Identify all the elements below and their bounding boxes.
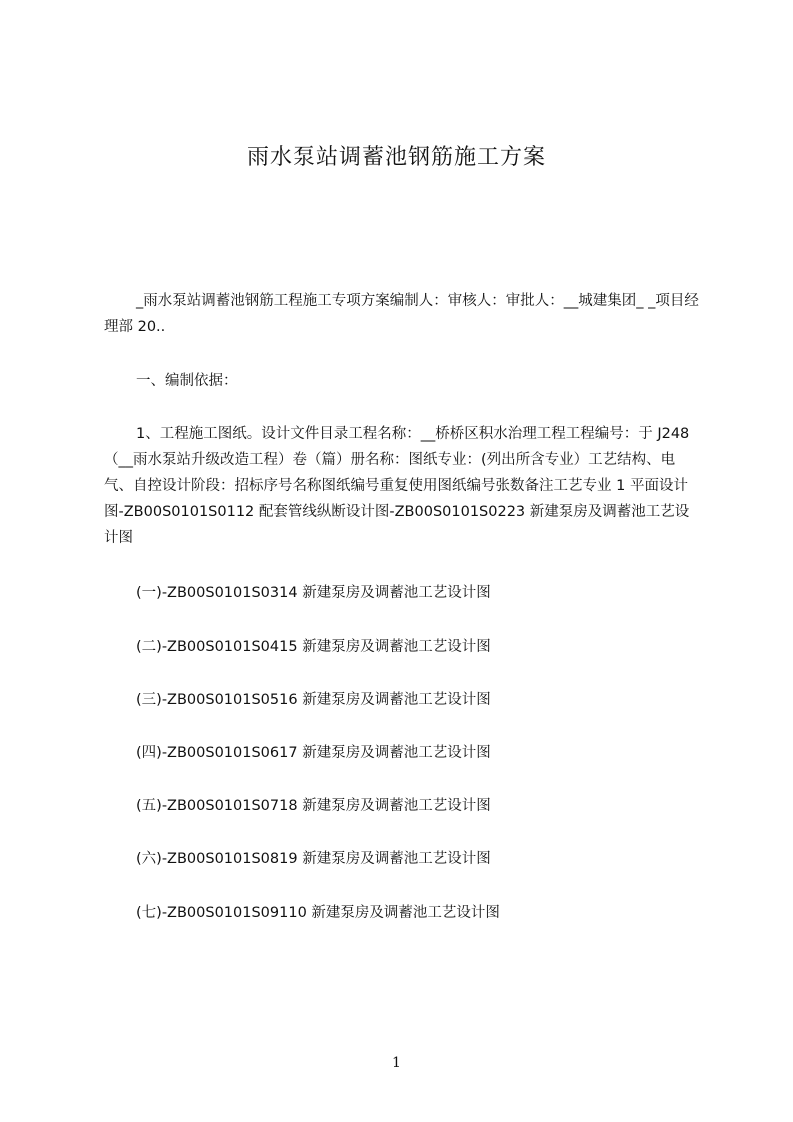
basis-paragraph: 1、工程施工图纸。设计文件目录工程名称：__桥桥区积水治理工程工程编号：于 J248（__雨水泵站升级改造工程）卷（篇）册名称：图纸专业：(列出所含专业）工艺结构、电气、自控设计阶段：招标序号名称图纸编号重复使用图纸编号张数备注工艺专业 1 平面设计图-ZB00S0101S0112 配套管线纵断设计图-ZB00S0101S0223 新建泵房及调蓄池工艺设计图: [104, 426, 690, 546]
section-heading: 一、编制依据：: [136, 373, 238, 389]
drawing-item-6: (六)-ZB00S0101S0819 新建泵房及调蓄池工艺设计图: [136, 851, 491, 867]
drawing-item-3: (三)-ZB00S0101S0516 新建泵房及调蓄池工艺设计图: [136, 692, 491, 708]
drawing-item-7: (七)-ZB00S0101S09110 新建泵房及调蓄池工艺设计图: [136, 905, 500, 921]
drawing-item-2: (二)-ZB00S0101S0415 新建泵房及调蓄池工艺设计图: [136, 639, 491, 655]
drawing-item-5: (五)-ZB00S0101S0718 新建泵房及调蓄池工艺设计图: [136, 798, 491, 814]
document-title: 雨水泵站调蓄池钢筋施工方案: [246, 145, 546, 170]
drawing-item-1: (一)-ZB00S0101S0314 新建泵房及调蓄池工艺设计图: [136, 585, 491, 601]
page-number: 1: [392, 1055, 401, 1071]
intro-paragraph: _雨水泵站调蓄池钢筋工程施工专项方案编制人：审核人：审批人：__城建集团_ _项目经理部 20..: [104, 293, 699, 335]
drawing-item-4: (四)-ZB00S0101S0617 新建泵房及调蓄池工艺设计图: [136, 745, 491, 761]
